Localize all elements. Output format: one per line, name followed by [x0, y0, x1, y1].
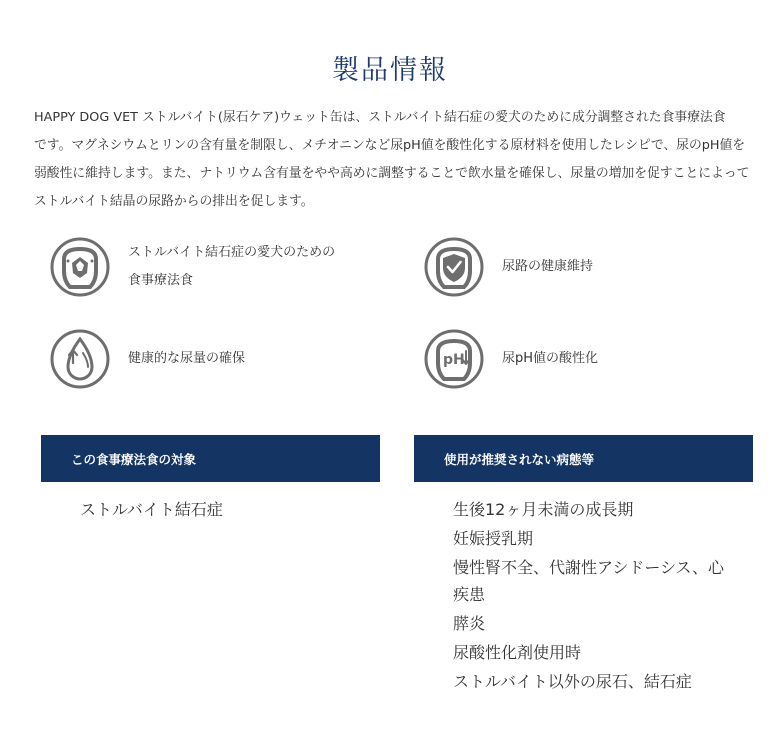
- list-item: 慢性腎不全、代謝性アシドーシス、心: [453, 558, 725, 577]
- list-item: ストルバイト結石症: [80, 500, 223, 519]
- shield-check-icon: [424, 237, 484, 297]
- page-title: 製品情報: [332, 55, 448, 86]
- feature-urine-volume: [50, 329, 245, 389]
- crystal-icon: [50, 237, 110, 297]
- feature-label: 尿pH値の酸性化: [502, 351, 599, 366]
- list-item: 尿酸性化剤使用時: [453, 643, 582, 662]
- feature-label: 食事療法食: [128, 273, 194, 288]
- description-line: HAPPY DOG VET ストルバイト(尿石ケア)ウェット缶は、ストルバイト結石症の愛犬のために成分調整された食事療法食: [34, 110, 726, 125]
- list-item: 疾患: [453, 585, 486, 604]
- list-item: ストルバイト以外の尿石、結石症: [453, 672, 692, 691]
- list-item: 生後12ヶ月未満の成長期: [453, 500, 634, 519]
- feature-label: 尿路の健康維持: [502, 259, 594, 274]
- feature-urinary-health: [424, 237, 593, 297]
- list-item: 膵炎: [453, 614, 486, 633]
- target-section-header: この食事療法食の対象: [41, 435, 380, 482]
- feature-label: ストルバイト結石症の愛犬のための: [128, 245, 336, 260]
- target-list: [80, 496, 223, 525]
- svg-text:pH: pH: [443, 352, 465, 368]
- feature-label: 健康的な尿量の確保: [128, 351, 246, 366]
- product-description: [34, 104, 750, 216]
- not-recommended-section-header: 使用が推奨されない病態等: [414, 435, 753, 482]
- description-line: ストルバイト結晶の尿路からの排出を促します。: [34, 194, 314, 209]
- ph-down-icon: [424, 329, 484, 389]
- description-line: 弱酸性に維持します。また、ナトリウム含有量をやや高めに調整することで飲水量を確保し、尿量の増加を促すことによって: [34, 166, 750, 181]
- feature-ph-acidify: [424, 329, 598, 389]
- drop-icon: [50, 329, 110, 389]
- feature-struvite-diet: [50, 237, 335, 297]
- list-item: 妊娠授乳期: [453, 529, 534, 548]
- not-recommended-list: [453, 496, 753, 697]
- description-line: です。マグネシウムとリンの含有量を制限し、メチオニンなど尿pH値を酸性化する原材料を使用したレシピで、尿のpH値を: [34, 138, 746, 153]
